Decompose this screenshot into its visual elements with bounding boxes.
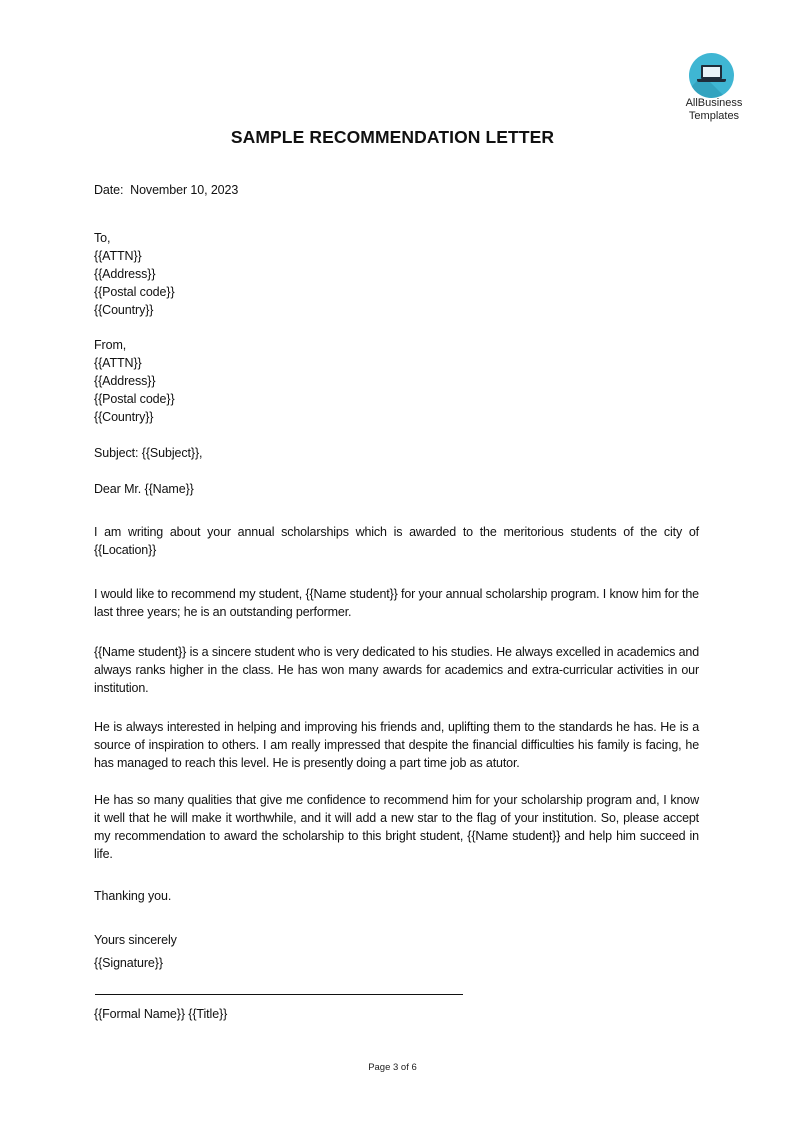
date-value: November 10, 2023 bbox=[130, 183, 239, 197]
laptop-icon bbox=[689, 53, 734, 98]
from-address: {{Address}} bbox=[94, 374, 156, 388]
subject-line: Subject: {{Subject}}, bbox=[94, 446, 203, 460]
closing-line: Yours sincerely bbox=[94, 933, 177, 947]
page-number: Page 3 of 6 bbox=[368, 1062, 417, 1073]
recipient-block bbox=[94, 229, 175, 319]
body-paragraph-2: I would like to recommend my student, {{Name student}} for your annual scholarship program. I know him for the last three years; he is an outstanding performer. bbox=[94, 587, 699, 619]
from-heading: From, bbox=[94, 338, 127, 352]
brand-line-2: Templates bbox=[688, 109, 740, 122]
date-label: Date: bbox=[94, 183, 124, 197]
body-paragraph-4: He is always interested in helping and improving his friends and, uplifting them to the standards he has. He is a source of inspiration to others. I am really impressed that despite the financial difficulties his family is facing, he has managed to reach this level. He is presently doing a part time job as atutor. bbox=[94, 720, 699, 770]
brand-name bbox=[675, 97, 753, 122]
body-paragraph-1: I am writing about your annual scholarships which is awarded to the meritorious students of the city of {{Location}} bbox=[94, 525, 699, 557]
to-attn: {{ATTN}} bbox=[94, 249, 142, 263]
to-postal-code: {{Postal code}} bbox=[94, 285, 175, 299]
signature-placeholder: {{Signature}} bbox=[94, 956, 163, 970]
formal-name-title: {{Formal Name}} {{Title}} bbox=[94, 1007, 228, 1021]
sender-block bbox=[94, 336, 175, 426]
document-title: SAMPLE RECOMMENDATION LETTER bbox=[230, 127, 555, 147]
body-paragraph-3: {{Name student}} is a sincere student who is very dedicated to his studies. He always excelled in academics and always ranks higher in the class. He has won many awards for academics and extra-curricular activities in our institution. bbox=[94, 645, 699, 695]
from-postal-code: {{Postal code}} bbox=[94, 392, 175, 406]
to-heading: To, bbox=[94, 231, 111, 245]
salutation: Dear Mr. {{Name}} bbox=[94, 482, 194, 496]
to-country: {{Country}} bbox=[94, 303, 154, 317]
body-paragraph-5: He has so many qualities that give me confidence to recommend him for your scholarship program and, I know it well that he will make it worthwhile, and it will add a new star to the flag of your institution. So, please accept my recommendation to award the scholarship to this bright student, {{Name student}} and help him succeed in life. bbox=[94, 793, 699, 861]
thanks-line: Thanking you. bbox=[94, 889, 172, 903]
from-attn: {{ATTN}} bbox=[94, 356, 142, 370]
from-country: {{Country}} bbox=[94, 410, 154, 424]
brand-line-1: AllBusiness bbox=[685, 97, 743, 109]
to-address: {{Address}} bbox=[94, 267, 156, 281]
date-line bbox=[94, 181, 238, 199]
signature-line bbox=[95, 994, 463, 995]
